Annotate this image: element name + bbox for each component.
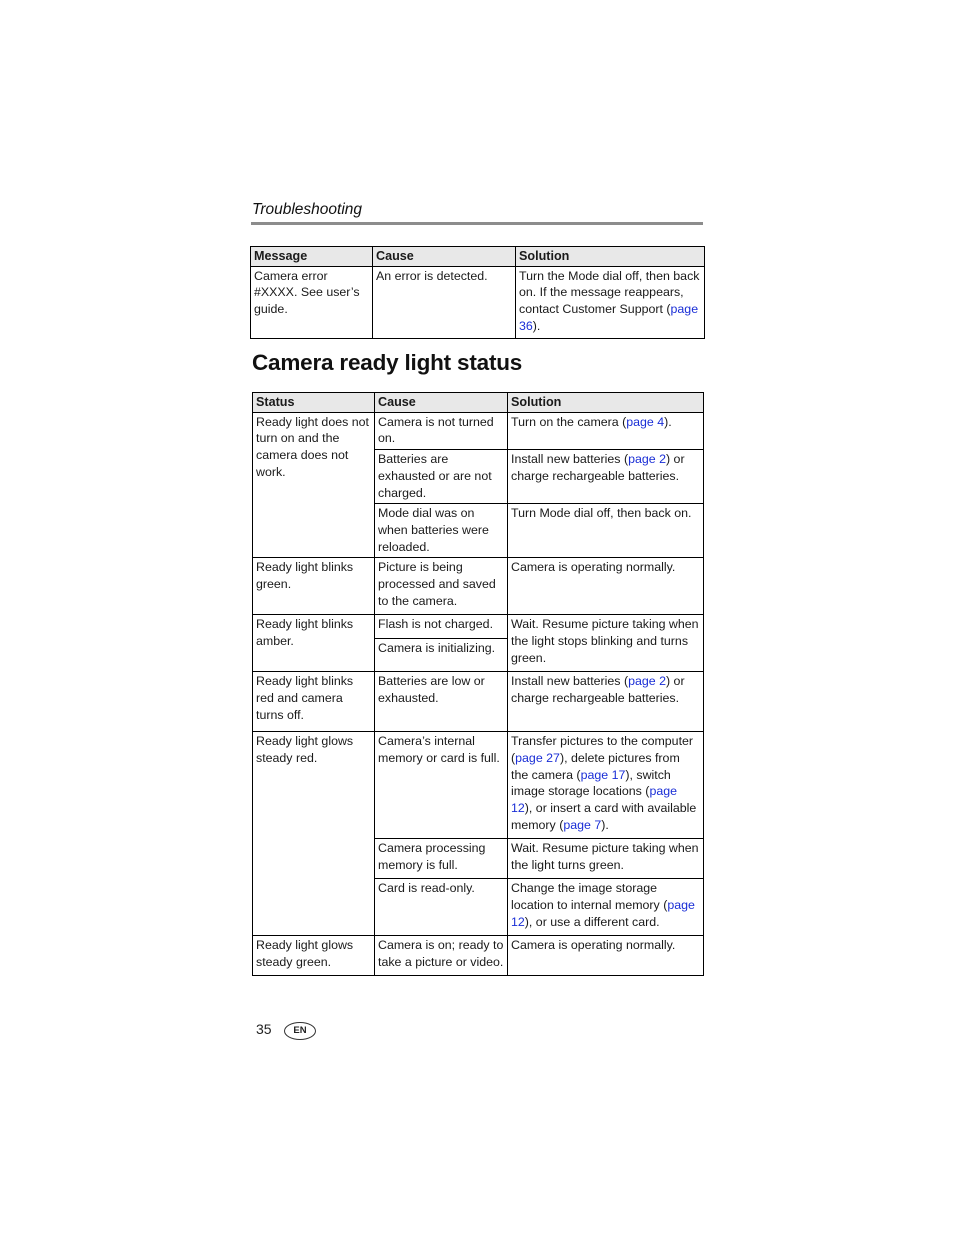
table-row [253,412,704,449]
page-link[interactable]: page 27 [515,751,560,766]
solution-text: ). [601,817,609,832]
cause-cell: Camera is on; ready to take a picture or video. [375,936,508,976]
solution-text: Turn Mode dial off, then back on. [511,506,692,521]
solution-text: Change the image storage location to internal memory ( [511,881,668,913]
page-link[interactable]: page 12 [511,784,678,816]
cause-cell: Card is read-only. [375,879,508,936]
cause-cell: Camera’s internal memory or card is full. [375,732,508,839]
solution-cell [508,615,704,672]
cause-cell: Picture is being processed and saved to the camera. [375,558,508,615]
cause-cell: Batteries are exhausted or are not charged. [375,450,508,504]
cause-cell: Mode dial was on when batteries were reloaded. [375,504,508,558]
status-cell: Ready light blinks amber. [253,615,375,672]
page-link[interactable]: page 12 [511,898,695,929]
solution-cell [508,450,704,504]
table-header-row [251,247,705,267]
status-cell: Ready light blinks green. [253,558,375,615]
table-header-row [253,393,704,413]
status-table-body [253,412,704,976]
solution-cell [508,839,704,879]
header-rule [251,222,703,225]
column-header-cause: Cause [373,247,516,267]
solution-text: Install new batteries ( [511,674,629,689]
column-header-cause: Cause [375,393,508,413]
message-cell: Camera error #XXXX. See user’s guide. [251,266,373,338]
section-title: Troubleshooting [252,201,363,218]
solution-text: ) or charge rechargeable batteries. [511,452,685,483]
solution-text: Wait. Resume picture taking when the light stops blinking and turns green. [511,617,699,665]
solution-cell [516,266,705,338]
cause-cell: Camera is initializing. [375,639,508,672]
table-row [253,936,704,976]
solution-text: ). [532,318,541,333]
table-row [253,672,704,732]
status-cell: Ready light glows steady red. [253,732,375,936]
solution-text: Transfer pictures to the computer ( [511,734,694,766]
cause-cell: Camera is not turned on. [375,412,508,449]
solution-text: Camera is operating normally. [511,560,676,575]
solution-text: ), delete pictures from the camera ( [511,751,680,782]
solution-text: Camera is operating normally. [511,938,676,953]
solution-text: ). [664,414,672,429]
column-header-solution: Solution [516,247,705,267]
message-table [250,246,705,339]
page-link[interactable]: page 17 [580,767,626,782]
solution-cell [508,504,704,558]
table-row [253,558,704,615]
solution-text: Wait. Resume picture taking when the light turns green. [511,841,699,873]
page-heading: Camera ready light status [252,350,523,375]
solution-cell [508,879,704,936]
solution-text: Turn on the camera ( [511,414,627,429]
table-row [253,732,704,839]
language-badge: EN [284,1022,316,1040]
table-row [251,266,705,338]
column-header-solution: Solution [508,393,704,413]
page-link[interactable]: page 7 [563,817,602,832]
cause-cell: An error is detected. [373,266,516,338]
solution-cell [508,732,704,839]
status-cell: Ready light does not turn on and the camera does not work. [253,412,375,558]
page-link[interactable]: page 2 [628,452,666,467]
cause-cell: Flash is not charged. [375,615,508,639]
solution-cell [508,558,704,615]
solution-cell [508,936,704,976]
table-row [253,615,704,639]
solution-cell [508,672,704,732]
solution-text: ), or insert a card with available memory ( [511,801,697,832]
page-link[interactable]: page 36 [519,302,699,333]
solution-text: ) or charge rechargeable batteries. [511,674,685,706]
page-number: 35 [256,1021,272,1037]
column-header-status: Status [253,393,375,413]
column-header-message: Message [251,247,373,267]
solution-text: Install new batteries ( [511,452,629,467]
solution-text: Turn the Mode dial off, then back on. If the message reappears, contact Customer Support ( [519,268,700,317]
cause-cell: Camera processing memory is full. [375,839,508,879]
status-cell: Ready light blinks red and camera turns off. [253,672,375,732]
page-link[interactable]: page 2 [628,674,666,689]
page-link[interactable]: page 4 [626,414,665,429]
solution-cell [508,412,704,449]
solution-text: ), or use a different card. [524,914,660,929]
status-cell: Ready light glows steady green. [253,936,375,976]
solution-text: ), switch image storage locations ( [511,767,671,799]
status-table [252,392,704,976]
cause-cell: Batteries are low or exhausted. [375,672,508,732]
